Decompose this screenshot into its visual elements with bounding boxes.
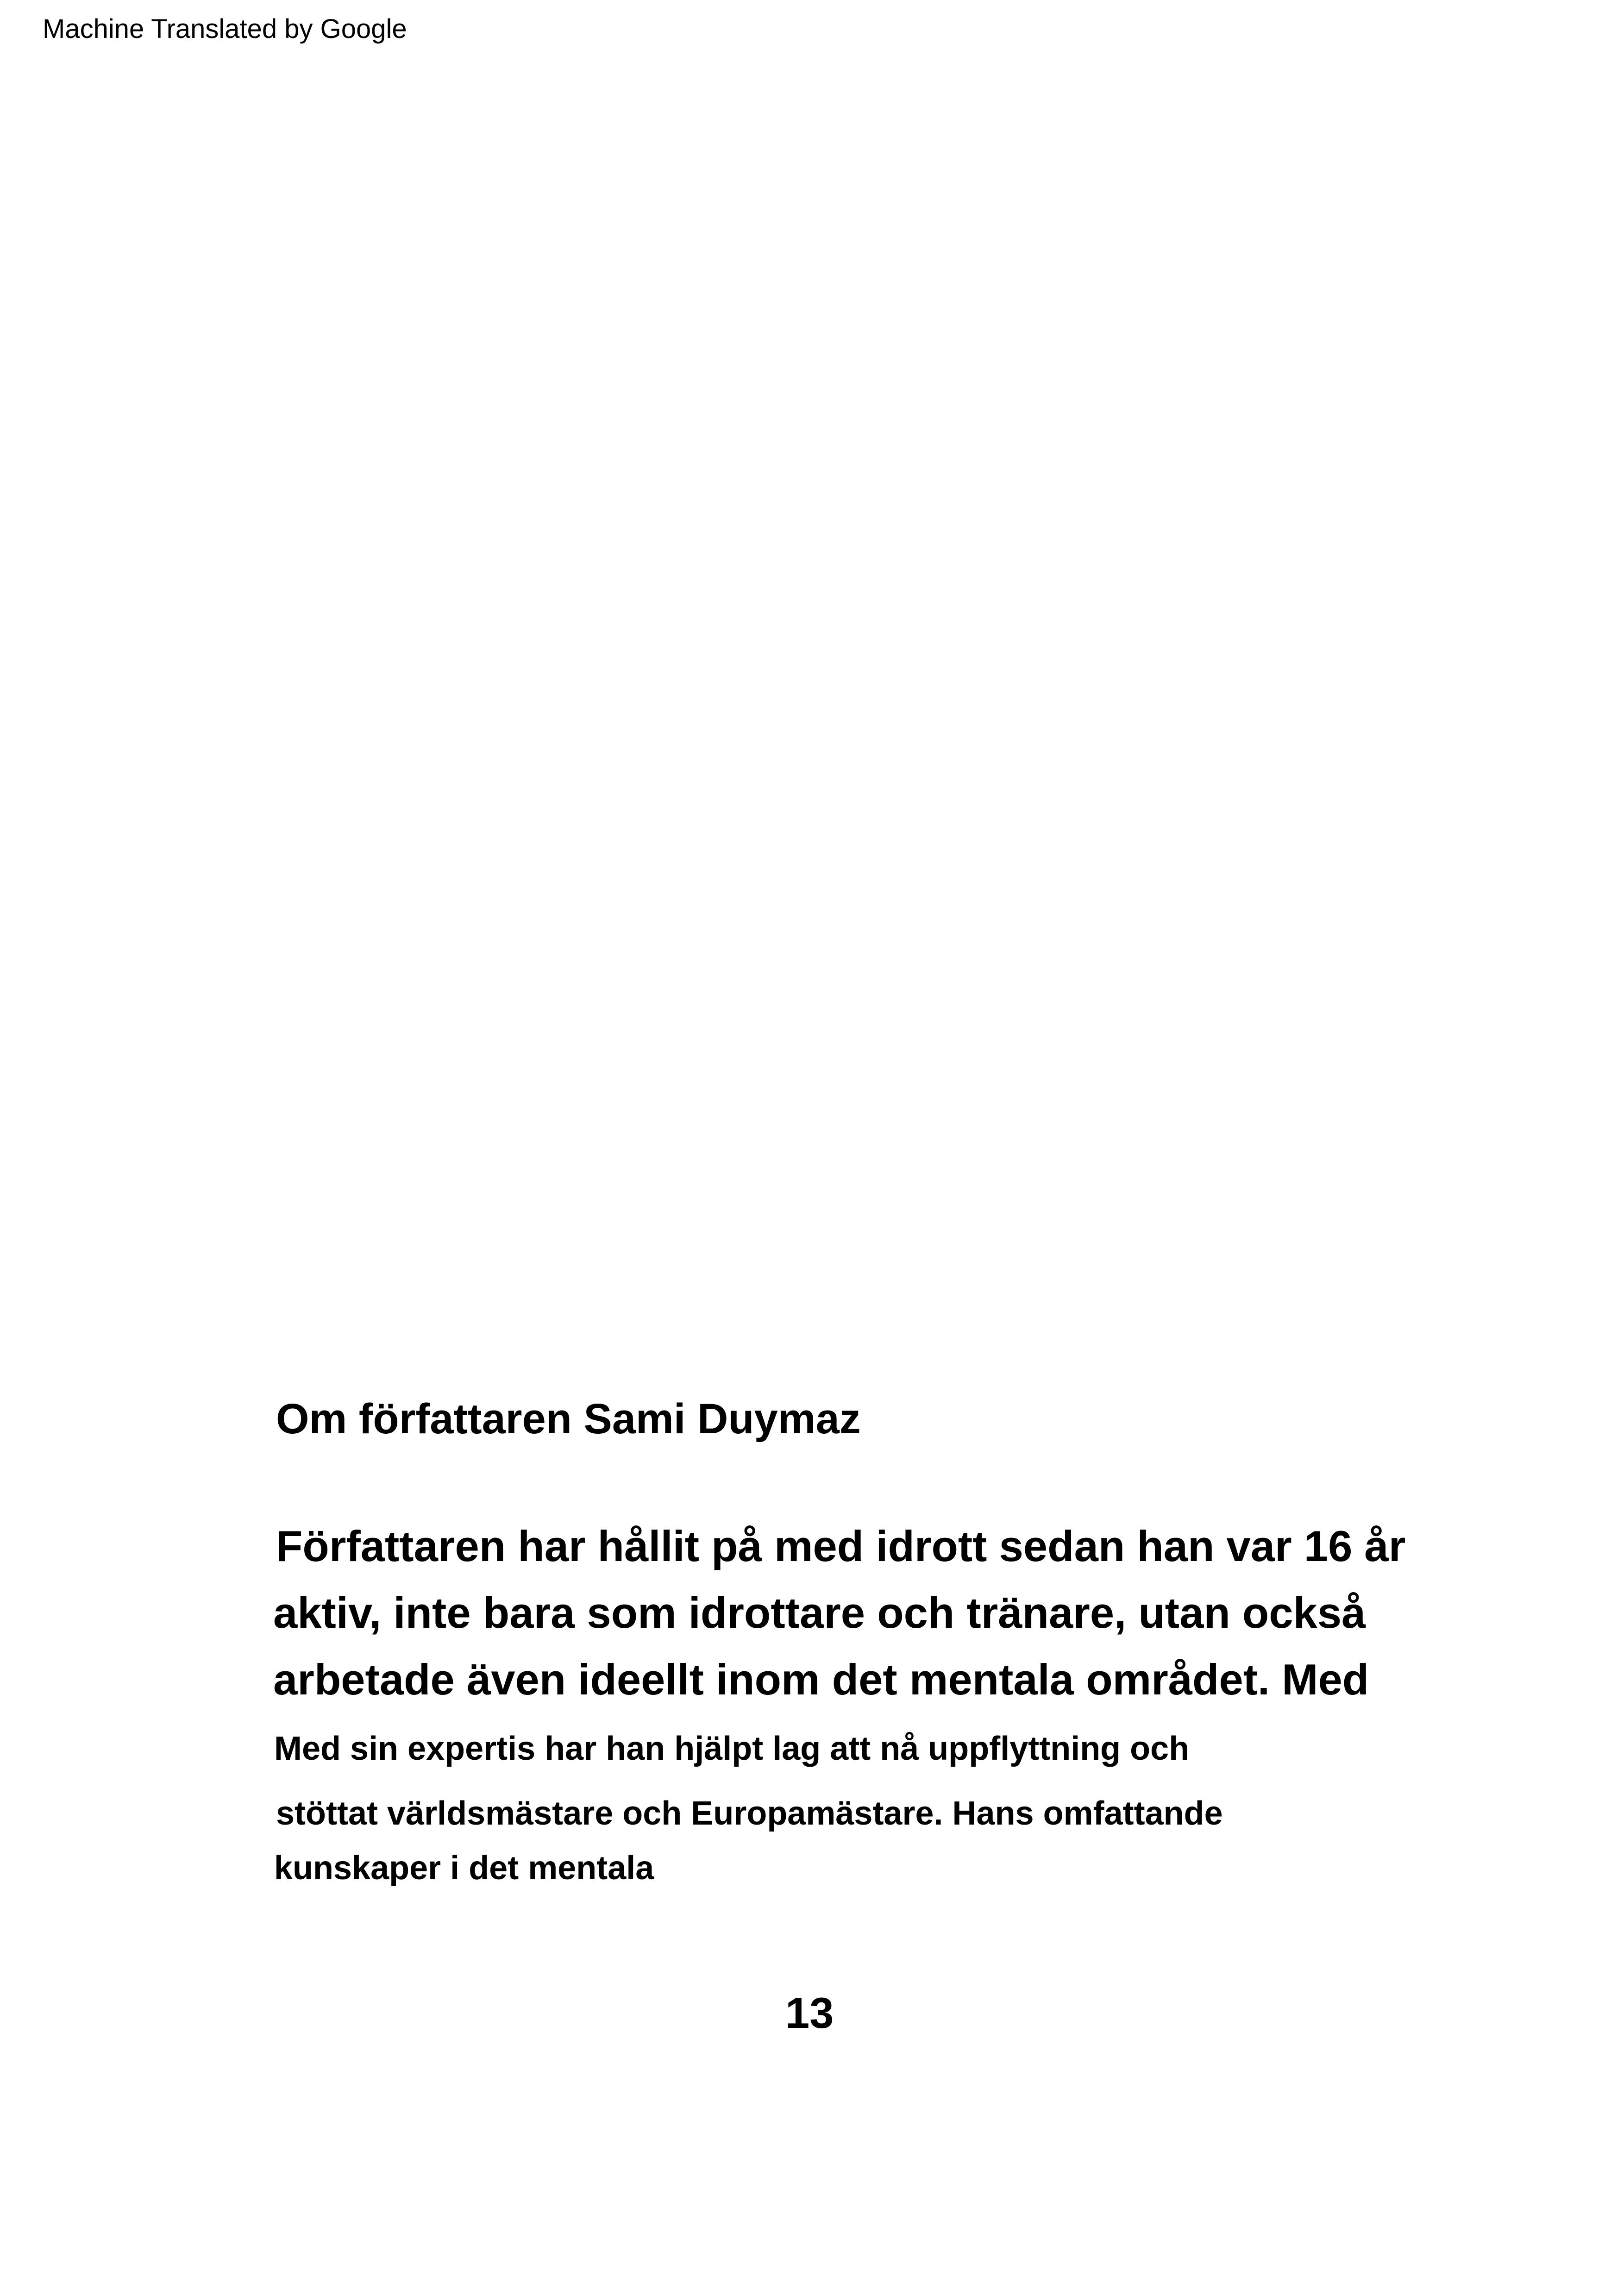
paragraph-line: kunskaper i det mentala	[274, 1850, 654, 1887]
machine-translation-banner: Machine Translated by Google	[43, 14, 407, 44]
paragraph-line: stöttat världsmästare och Europamästare. Hans omfattande	[276, 1795, 1223, 1832]
paragraph-line: Med sin expertis har han hjälpt lag att nå uppflyttning och	[274, 1730, 1190, 1767]
page-number: 13	[785, 1989, 834, 2037]
paragraph-line: Författaren har hållit på med idrott sedan han var 16 år	[276, 1522, 1406, 1570]
paragraph-line: aktiv, inte bara som idrottare och tränare, utan också	[273, 1588, 1366, 1637]
paragraph-line: arbetade även ideellt inom det mentala området. Med	[273, 1655, 1369, 1704]
section-heading: Om författaren Sami Duymaz	[276, 1395, 861, 1443]
